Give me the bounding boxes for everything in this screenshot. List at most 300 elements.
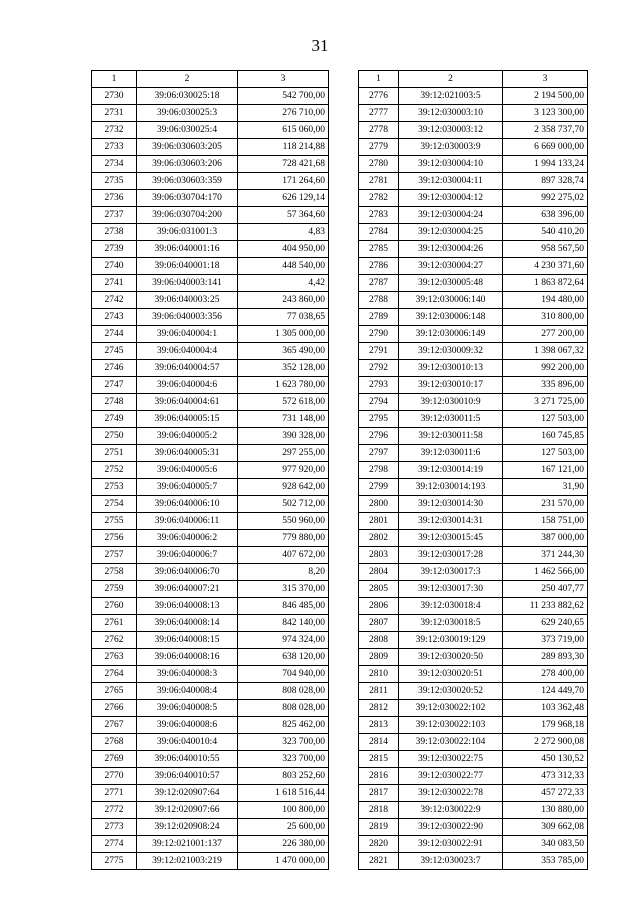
cadastral-number-cell: 39:12:030022:90 xyxy=(399,819,503,836)
value-cell: 638 396,00 xyxy=(503,207,588,224)
row-number-cell: 2751 xyxy=(92,445,137,462)
row-number-cell: 2812 xyxy=(359,700,399,717)
cadastral-number-cell: 39:12:030017:30 xyxy=(399,581,503,598)
row-number-cell: 2739 xyxy=(92,241,137,258)
row-number-cell: 2734 xyxy=(92,156,137,173)
table-row xyxy=(92,717,329,734)
value-cell: 803 252,60 xyxy=(238,768,329,785)
value-cell: 704 940,00 xyxy=(238,666,329,683)
row-number-cell: 2730 xyxy=(92,88,137,105)
value-cell: 448 540,00 xyxy=(238,258,329,275)
column-header: 1 xyxy=(359,71,399,88)
cadastral-number-cell: 39:12:030003:10 xyxy=(399,105,503,122)
row-number-cell: 2771 xyxy=(92,785,137,802)
value-cell: 100 800,00 xyxy=(238,802,329,819)
cadastral-number-cell: 39:06:040003:25 xyxy=(137,292,238,309)
row-number-cell: 2731 xyxy=(92,105,137,122)
value-cell: 171 264,60 xyxy=(238,173,329,190)
value-cell: 11 233 882,62 xyxy=(503,598,588,615)
table-row xyxy=(92,632,329,649)
row-number-cell: 2766 xyxy=(92,700,137,717)
table-row xyxy=(359,581,588,598)
row-number-cell: 2819 xyxy=(359,819,399,836)
cadastral-number-cell: 39:06:030025:4 xyxy=(137,122,238,139)
cadastral-number-cell: 39:12:030006:140 xyxy=(399,292,503,309)
row-number-cell: 2748 xyxy=(92,394,137,411)
cadastral-number-cell: 39:06:030704:200 xyxy=(137,207,238,224)
value-cell: 897 328,74 xyxy=(503,173,588,190)
cadastral-number-cell: 39:12:020907:64 xyxy=(137,785,238,802)
value-cell: 365 490,00 xyxy=(238,343,329,360)
table-row xyxy=(359,122,588,139)
cadastral-number-cell: 39:12:030010:13 xyxy=(399,360,503,377)
value-cell: 1 994 133,24 xyxy=(503,156,588,173)
cadastral-number-cell: 39:12:030015:45 xyxy=(399,530,503,547)
cadastral-number-cell: 39:12:020907:66 xyxy=(137,802,238,819)
value-cell: 231 570,00 xyxy=(503,496,588,513)
value-cell: 638 120,00 xyxy=(238,649,329,666)
row-number-cell: 2769 xyxy=(92,751,137,768)
cadastral-number-cell: 39:06:040005:15 xyxy=(137,411,238,428)
cadastral-number-cell: 39:06:040004:4 xyxy=(137,343,238,360)
cadastral-number-cell: 39:12:030010:9 xyxy=(399,394,503,411)
table-row xyxy=(359,326,588,343)
value-cell: 540 410,20 xyxy=(503,224,588,241)
cadastral-number-cell: 39:06:040004:6 xyxy=(137,377,238,394)
value-cell: 127 503,00 xyxy=(503,411,588,428)
value-cell: 457 272,33 xyxy=(503,785,588,802)
value-cell: 315 370,00 xyxy=(238,581,329,598)
cadastral-number-cell: 39:06:040006:11 xyxy=(137,513,238,530)
row-number-cell: 2762 xyxy=(92,632,137,649)
table-row xyxy=(92,207,329,224)
cadastral-number-cell: 39:12:030004:11 xyxy=(399,173,503,190)
table-row xyxy=(359,173,588,190)
row-number-cell: 2752 xyxy=(92,462,137,479)
value-cell: 323 700,00 xyxy=(238,734,329,751)
cadastral-number-cell: 39:06:040008:15 xyxy=(137,632,238,649)
table-row xyxy=(359,343,588,360)
row-number-cell: 2804 xyxy=(359,564,399,581)
table-row xyxy=(359,598,588,615)
row-number-cell: 2742 xyxy=(92,292,137,309)
value-cell: 373 719,00 xyxy=(503,632,588,649)
row-number-cell: 2760 xyxy=(92,598,137,615)
row-number-cell: 2749 xyxy=(92,411,137,428)
column-header: 3 xyxy=(503,71,588,88)
row-number-cell: 2803 xyxy=(359,547,399,564)
value-cell: 1 863 872,64 xyxy=(503,275,588,292)
row-number-cell: 2785 xyxy=(359,241,399,258)
table-row xyxy=(92,751,329,768)
value-cell: 808 028,00 xyxy=(238,700,329,717)
value-cell: 194 480,00 xyxy=(503,292,588,309)
cadastral-number-cell: 39:06:040005:7 xyxy=(137,479,238,496)
table-row xyxy=(92,853,329,870)
cadastral-number-cell: 39:12:030004:27 xyxy=(399,258,503,275)
row-number-cell: 2781 xyxy=(359,173,399,190)
cadastral-number-cell: 39:06:030603:205 xyxy=(137,139,238,156)
table-row xyxy=(359,496,588,513)
cadastral-number-cell: 39:12:030018:4 xyxy=(399,598,503,615)
table-row xyxy=(92,105,329,122)
table-row xyxy=(92,360,329,377)
cadastral-number-cell: 39:12:030011:6 xyxy=(399,445,503,462)
cadastre-table-left xyxy=(91,70,329,870)
table-row xyxy=(92,530,329,547)
table-row xyxy=(359,360,588,377)
table-row xyxy=(359,190,588,207)
row-number-cell: 2808 xyxy=(359,632,399,649)
table-row xyxy=(92,241,329,258)
value-cell: 353 785,00 xyxy=(503,853,588,870)
value-cell: 450 130,52 xyxy=(503,751,588,768)
cadastral-number-cell: 39:06:040006:10 xyxy=(137,496,238,513)
cadastral-number-cell: 39:12:030019:129 xyxy=(399,632,503,649)
value-cell: 2 272 900,08 xyxy=(503,734,588,751)
table-row xyxy=(359,700,588,717)
value-cell: 502 712,00 xyxy=(238,496,329,513)
row-number-cell: 2821 xyxy=(359,853,399,870)
row-number-cell: 2782 xyxy=(359,190,399,207)
value-cell: 250 407,77 xyxy=(503,581,588,598)
value-cell: 387 000,00 xyxy=(503,530,588,547)
value-cell: 8,20 xyxy=(238,564,329,581)
row-number-cell: 2789 xyxy=(359,309,399,326)
value-cell: 323 700,00 xyxy=(238,751,329,768)
table-row xyxy=(92,615,329,632)
table-row xyxy=(359,411,588,428)
cadastral-number-cell: 39:12:030003:9 xyxy=(399,139,503,156)
table-row xyxy=(92,309,329,326)
row-number-cell: 2786 xyxy=(359,258,399,275)
table-row xyxy=(92,394,329,411)
value-cell: 1 618 516,44 xyxy=(238,785,329,802)
cadastral-number-cell: 39:06:040008:4 xyxy=(137,683,238,700)
value-cell: 25 600,00 xyxy=(238,819,329,836)
table-row xyxy=(92,785,329,802)
cadastral-number-cell: 39:06:040004:1 xyxy=(137,326,238,343)
table-row xyxy=(359,309,588,326)
cadastral-number-cell: 39:12:030017:28 xyxy=(399,547,503,564)
table-header-row xyxy=(359,71,588,88)
cadastre-table-right xyxy=(358,70,588,870)
cadastral-number-cell: 39:12:030014:30 xyxy=(399,496,503,513)
row-number-cell: 2747 xyxy=(92,377,137,394)
row-number-cell: 2814 xyxy=(359,734,399,751)
row-number-cell: 2754 xyxy=(92,496,137,513)
value-cell: 160 745,85 xyxy=(503,428,588,445)
row-number-cell: 2801 xyxy=(359,513,399,530)
cadastral-number-cell: 39:12:030023:7 xyxy=(399,853,503,870)
cadastral-number-cell: 39:12:030022:103 xyxy=(399,717,503,734)
cadastral-number-cell: 39:06:040008:5 xyxy=(137,700,238,717)
row-number-cell: 2798 xyxy=(359,462,399,479)
table-row xyxy=(92,377,329,394)
table-row xyxy=(359,683,588,700)
value-cell: 31,90 xyxy=(503,479,588,496)
value-cell: 404 950,00 xyxy=(238,241,329,258)
table-row xyxy=(92,156,329,173)
table-row xyxy=(92,649,329,666)
table-row xyxy=(92,496,329,513)
table-row xyxy=(359,445,588,462)
cadastral-number-cell: 39:06:040001:18 xyxy=(137,258,238,275)
value-cell: 629 240,65 xyxy=(503,615,588,632)
cadastral-number-cell: 39:12:030022:78 xyxy=(399,785,503,802)
row-number-cell: 2772 xyxy=(92,802,137,819)
cadastral-number-cell: 39:06:040007:21 xyxy=(137,581,238,598)
value-cell: 974 324,00 xyxy=(238,632,329,649)
row-number-cell: 2744 xyxy=(92,326,137,343)
value-cell: 958 567,50 xyxy=(503,241,588,258)
value-cell: 407 672,00 xyxy=(238,547,329,564)
row-number-cell: 2788 xyxy=(359,292,399,309)
cadastral-number-cell: 39:12:030010:17 xyxy=(399,377,503,394)
table-row xyxy=(92,122,329,139)
row-number-cell: 2775 xyxy=(92,853,137,870)
row-number-cell: 2813 xyxy=(359,717,399,734)
cadastral-number-cell: 39:12:030009:32 xyxy=(399,343,503,360)
value-cell: 4,42 xyxy=(238,275,329,292)
cadastral-number-cell: 39:06:031001:3 xyxy=(137,224,238,241)
table-row xyxy=(92,173,329,190)
row-number-cell: 2802 xyxy=(359,530,399,547)
value-cell: 731 148,00 xyxy=(238,411,329,428)
table-row xyxy=(92,768,329,785)
cadastral-number-cell: 39:12:030004:24 xyxy=(399,207,503,224)
table-row xyxy=(359,734,588,751)
cadastral-number-cell: 39:12:030014:31 xyxy=(399,513,503,530)
table-row xyxy=(359,479,588,496)
table-row xyxy=(359,258,588,275)
value-cell: 550 960,00 xyxy=(238,513,329,530)
value-cell: 4,83 xyxy=(238,224,329,241)
row-number-cell: 2745 xyxy=(92,343,137,360)
row-number-cell: 2795 xyxy=(359,411,399,428)
table-row xyxy=(359,785,588,802)
cadastral-number-cell: 39:06:040005:2 xyxy=(137,428,238,445)
cadastral-number-cell: 39:12:030022:91 xyxy=(399,836,503,853)
value-cell: 542 700,00 xyxy=(238,88,329,105)
cadastral-number-cell: 39:12:030011:5 xyxy=(399,411,503,428)
row-number-cell: 2811 xyxy=(359,683,399,700)
row-number-cell: 2750 xyxy=(92,428,137,445)
row-number-cell: 2755 xyxy=(92,513,137,530)
value-cell: 2 194 500,00 xyxy=(503,88,588,105)
value-cell: 3 123 300,00 xyxy=(503,105,588,122)
table-row xyxy=(359,836,588,853)
row-number-cell: 2738 xyxy=(92,224,137,241)
table-row xyxy=(359,377,588,394)
value-cell: 77 038,65 xyxy=(238,309,329,326)
value-cell: 1 462 566,00 xyxy=(503,564,588,581)
value-cell: 124 449,70 xyxy=(503,683,588,700)
row-number-cell: 2778 xyxy=(359,122,399,139)
table-row xyxy=(359,139,588,156)
value-cell: 977 920,00 xyxy=(238,462,329,479)
cadastral-number-cell: 39:06:040010:4 xyxy=(137,734,238,751)
row-number-cell: 2799 xyxy=(359,479,399,496)
value-cell: 297 255,00 xyxy=(238,445,329,462)
cadastral-number-cell: 39:12:021003:219 xyxy=(137,853,238,870)
page-number: 31 xyxy=(311,36,329,55)
row-number-cell: 2763 xyxy=(92,649,137,666)
table-row xyxy=(92,564,329,581)
cadastral-number-cell: 39:06:030025:18 xyxy=(137,88,238,105)
row-number-cell: 2794 xyxy=(359,394,399,411)
cadastral-number-cell: 39:12:020908:24 xyxy=(137,819,238,836)
value-cell: 309 662,08 xyxy=(503,819,588,836)
table-row xyxy=(359,819,588,836)
cadastral-number-cell: 39:12:030014:19 xyxy=(399,462,503,479)
row-number-cell: 2807 xyxy=(359,615,399,632)
column-header: 3 xyxy=(238,71,329,88)
value-cell: 167 121,00 xyxy=(503,462,588,479)
table-row xyxy=(359,428,588,445)
cadastral-number-cell: 39:12:021001:137 xyxy=(137,836,238,853)
row-number-cell: 2805 xyxy=(359,581,399,598)
value-cell: 57 364,60 xyxy=(238,207,329,224)
value-cell: 335 896,00 xyxy=(503,377,588,394)
table-row xyxy=(92,445,329,462)
value-cell: 289 893,30 xyxy=(503,649,588,666)
table-row xyxy=(359,275,588,292)
row-number-cell: 2791 xyxy=(359,343,399,360)
table-row xyxy=(92,666,329,683)
table-row xyxy=(92,513,329,530)
table-row xyxy=(359,751,588,768)
table-row xyxy=(359,394,588,411)
value-cell: 842 140,00 xyxy=(238,615,329,632)
row-number-cell: 2774 xyxy=(92,836,137,853)
row-number-cell: 2787 xyxy=(359,275,399,292)
row-number-cell: 2780 xyxy=(359,156,399,173)
table-row xyxy=(359,207,588,224)
row-number-cell: 2806 xyxy=(359,598,399,615)
table-row xyxy=(359,717,588,734)
column-header: 2 xyxy=(137,71,238,88)
row-number-cell: 2758 xyxy=(92,564,137,581)
row-number-cell: 2736 xyxy=(92,190,137,207)
row-number-cell: 2783 xyxy=(359,207,399,224)
cadastral-number-cell: 39:12:030004:12 xyxy=(399,190,503,207)
row-number-cell: 2820 xyxy=(359,836,399,853)
row-number-cell: 2773 xyxy=(92,819,137,836)
row-number-cell: 2793 xyxy=(359,377,399,394)
cadastral-number-cell: 39:12:030004:26 xyxy=(399,241,503,258)
table-row xyxy=(92,190,329,207)
value-cell: 127 503,00 xyxy=(503,445,588,462)
table-row xyxy=(92,819,329,836)
row-number-cell: 2761 xyxy=(92,615,137,632)
value-cell: 779 880,00 xyxy=(238,530,329,547)
cadastral-number-cell: 39:06:040004:61 xyxy=(137,394,238,411)
table-row xyxy=(359,462,588,479)
table-row xyxy=(92,139,329,156)
cadastral-number-cell: 39:06:040008:6 xyxy=(137,717,238,734)
column-header: 1 xyxy=(92,71,137,88)
value-cell: 473 312,33 xyxy=(503,768,588,785)
row-number-cell: 2737 xyxy=(92,207,137,224)
table-row xyxy=(92,479,329,496)
row-number-cell: 2756 xyxy=(92,530,137,547)
cadastral-number-cell: 39:12:030022:75 xyxy=(399,751,503,768)
table-row xyxy=(359,853,588,870)
row-number-cell: 2768 xyxy=(92,734,137,751)
row-number-cell: 2817 xyxy=(359,785,399,802)
value-cell: 103 362,48 xyxy=(503,700,588,717)
cadastral-number-cell: 39:06:040008:14 xyxy=(137,615,238,632)
table-row xyxy=(92,734,329,751)
row-number-cell: 2809 xyxy=(359,649,399,666)
row-number-cell: 2753 xyxy=(92,479,137,496)
table-row xyxy=(359,547,588,564)
cadastral-number-cell: 39:06:040001:16 xyxy=(137,241,238,258)
row-number-cell: 2757 xyxy=(92,547,137,564)
value-cell: 340 083,50 xyxy=(503,836,588,853)
value-cell: 928 642,00 xyxy=(238,479,329,496)
table-row xyxy=(92,547,329,564)
row-number-cell: 2735 xyxy=(92,173,137,190)
cadastral-number-cell: 39:06:040004:57 xyxy=(137,360,238,377)
value-cell: 371 244,30 xyxy=(503,547,588,564)
row-number-cell: 2746 xyxy=(92,360,137,377)
cadastral-number-cell: 39:06:040008:13 xyxy=(137,598,238,615)
row-number-cell: 2779 xyxy=(359,139,399,156)
cadastral-number-cell: 39:12:030004:25 xyxy=(399,224,503,241)
value-cell: 276 710,00 xyxy=(238,105,329,122)
cadastral-number-cell: 39:12:030020:50 xyxy=(399,649,503,666)
row-number-cell: 2777 xyxy=(359,105,399,122)
value-cell: 1 623 780,00 xyxy=(238,377,329,394)
value-cell: 277 200,00 xyxy=(503,326,588,343)
value-cell: 728 421,68 xyxy=(238,156,329,173)
cadastral-number-cell: 39:06:040008:3 xyxy=(137,666,238,683)
row-number-cell: 2741 xyxy=(92,275,137,292)
table-row xyxy=(92,836,329,853)
table-row xyxy=(92,275,329,292)
table-row xyxy=(92,411,329,428)
table-row xyxy=(92,88,329,105)
cadastral-number-cell: 39:06:040008:16 xyxy=(137,649,238,666)
table-row xyxy=(359,513,588,530)
table-row xyxy=(359,564,588,581)
cadastral-number-cell: 39:12:030006:148 xyxy=(399,309,503,326)
table-row xyxy=(92,258,329,275)
cadastral-number-cell: 39:06:040005:31 xyxy=(137,445,238,462)
table-row xyxy=(359,88,588,105)
table-row xyxy=(359,615,588,632)
cadastral-number-cell: 39:12:030003:12 xyxy=(399,122,503,139)
table-row xyxy=(359,768,588,785)
row-number-cell: 2796 xyxy=(359,428,399,445)
cadastral-number-cell: 39:12:030004:10 xyxy=(399,156,503,173)
table-row xyxy=(92,224,329,241)
value-cell: 2 358 737,70 xyxy=(503,122,588,139)
cadastral-number-cell: 39:12:030017:3 xyxy=(399,564,503,581)
cadastral-number-cell: 39:06:040003:356 xyxy=(137,309,238,326)
cadastral-number-cell: 39:12:030011:58 xyxy=(399,428,503,445)
table-row xyxy=(92,802,329,819)
value-cell: 226 380,00 xyxy=(238,836,329,853)
value-cell: 992 200,00 xyxy=(503,360,588,377)
cadastral-number-cell: 39:12:030018:5 xyxy=(399,615,503,632)
value-cell: 118 214,88 xyxy=(238,139,329,156)
cadastral-number-cell: 39:06:040006:2 xyxy=(137,530,238,547)
value-cell: 808 028,00 xyxy=(238,683,329,700)
row-number-cell: 2797 xyxy=(359,445,399,462)
